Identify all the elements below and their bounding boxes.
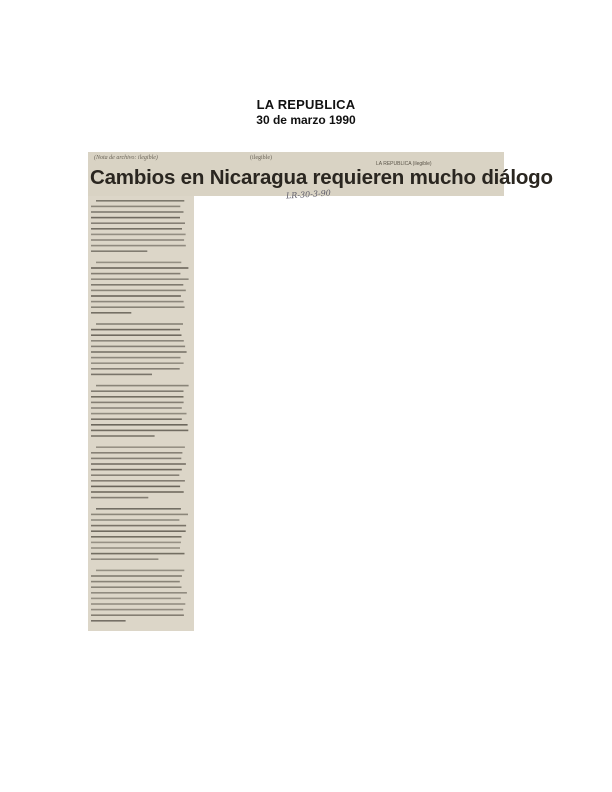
clipping-scan-image — [88, 152, 553, 631]
text-line — [91, 592, 187, 594]
text-line — [91, 334, 182, 336]
text-line — [91, 306, 185, 308]
clipping-masthead-center: (ilegible) — [250, 155, 272, 161]
text-line — [91, 402, 184, 404]
text-line — [91, 357, 181, 359]
text-line — [91, 278, 189, 280]
text-line — [91, 553, 185, 555]
publication-name: LA REPUBLICA — [256, 97, 356, 112]
text-line — [91, 519, 179, 521]
text-line — [96, 262, 181, 264]
text-line — [91, 374, 152, 376]
handwritten-date-stamp: LR-30-3-90 — [285, 188, 332, 201]
text-line — [91, 542, 181, 544]
text-line — [91, 390, 184, 392]
text-line — [91, 206, 180, 208]
text-line — [91, 458, 181, 460]
text-line — [91, 340, 184, 342]
text-line — [91, 452, 182, 454]
text-line — [91, 329, 180, 331]
text-line — [91, 463, 186, 465]
text-line — [91, 351, 187, 353]
text-line — [91, 620, 126, 622]
text-line — [91, 586, 182, 588]
text-line — [91, 368, 180, 370]
text-line — [91, 301, 184, 303]
text-line — [91, 558, 158, 560]
text-line — [91, 312, 131, 314]
text-line — [96, 446, 185, 448]
text-line — [91, 491, 184, 493]
text-line — [91, 295, 181, 297]
text-line — [91, 525, 186, 527]
text-line — [91, 480, 185, 482]
text-line — [96, 508, 181, 510]
text-line — [91, 469, 182, 471]
text-line — [91, 430, 188, 432]
text-line — [91, 603, 185, 605]
text-line — [91, 346, 185, 348]
text-line — [91, 435, 155, 437]
text-line — [96, 323, 183, 325]
text-line — [91, 536, 182, 538]
text-line — [91, 486, 180, 488]
text-line — [96, 200, 184, 202]
document-header — [0, 97, 612, 128]
text-line — [91, 614, 184, 616]
text-line — [91, 284, 183, 286]
text-line — [91, 407, 182, 409]
text-line — [91, 530, 186, 532]
text-line — [91, 234, 186, 236]
text-line — [91, 547, 180, 549]
text-line — [91, 217, 180, 219]
text-line — [96, 570, 184, 572]
text-line — [91, 273, 180, 275]
text-line — [91, 228, 182, 230]
text-line — [91, 239, 184, 241]
text-line — [91, 245, 186, 247]
text-line — [91, 514, 188, 516]
text-line — [91, 222, 185, 224]
text-line — [91, 362, 184, 364]
text-line — [91, 211, 184, 213]
newspaper-clipping — [88, 152, 553, 631]
text-line — [91, 575, 182, 577]
text-line — [91, 424, 188, 426]
text-line — [91, 497, 148, 499]
text-line — [91, 250, 147, 252]
clipping-masthead-left: (Nota de archivo: ilegible) — [94, 155, 158, 161]
publication-date: 30 de marzo 1990 — [256, 113, 356, 127]
text-line — [91, 267, 188, 269]
text-line — [96, 385, 189, 387]
clipping-headline: Cambios en Nicaragua requieren mucho diálogo — [90, 166, 553, 189]
text-line — [91, 609, 183, 611]
text-line — [91, 581, 180, 583]
clipping-masthead-right: LA REPUBLICA (ilegible) — [376, 161, 432, 167]
text-line — [91, 413, 187, 415]
text-line — [91, 474, 179, 476]
text-line — [91, 396, 184, 398]
text-line — [91, 290, 186, 292]
text-line — [91, 418, 182, 420]
text-line — [91, 598, 181, 600]
